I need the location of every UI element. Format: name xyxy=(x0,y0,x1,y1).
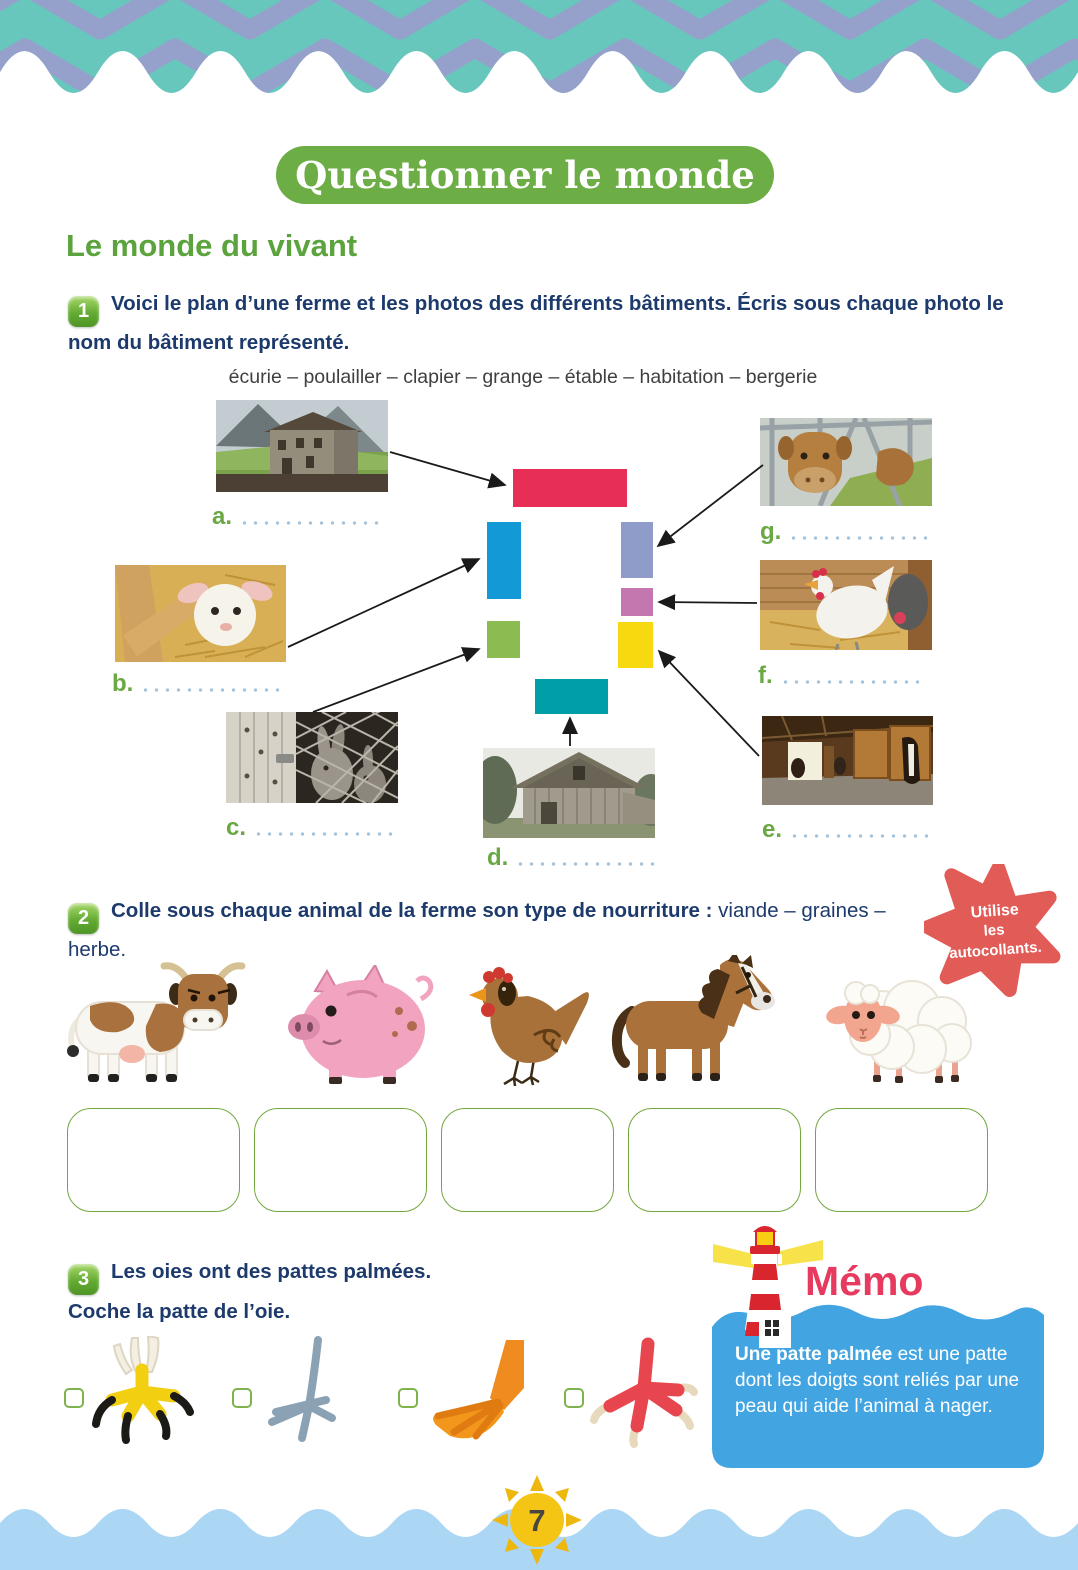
exercise1-word-bank: écurie – poulailler – clapier – grange – étable – habitation – bergerie xyxy=(228,366,818,388)
cow-illustration xyxy=(60,960,260,1090)
memo-box xyxy=(705,1218,1055,1468)
checkbox-chicken-foot[interactable] xyxy=(564,1388,584,1408)
sticker-box-1[interactable] xyxy=(67,1108,240,1212)
sticker-box-3[interactable] xyxy=(441,1108,614,1212)
sticker-boxes-row xyxy=(67,1108,988,1212)
chapter-title: Questionner le monde xyxy=(295,153,755,197)
photo-lamb-in-hay xyxy=(115,565,286,662)
page-number-sun-icon xyxy=(492,1475,582,1565)
photo-old-barn xyxy=(483,748,655,838)
answer-letter-b: b. xyxy=(112,670,134,697)
photo-white-hen xyxy=(760,560,932,650)
checkbox-webbed-foot[interactable] xyxy=(398,1388,418,1408)
photo-horse-stable xyxy=(762,716,933,805)
memo-term: Une patte palmée xyxy=(735,1344,893,1365)
horse-illustration xyxy=(604,955,799,1090)
answer-letter-f: f. xyxy=(758,662,773,689)
plan-block-pink xyxy=(621,588,653,616)
answer-e xyxy=(762,818,931,842)
chapter-banner xyxy=(276,146,774,204)
header-zigzag-band xyxy=(0,0,1078,120)
photo-cows-feeding xyxy=(760,418,932,506)
sticker-box-5[interactable] xyxy=(815,1108,988,1212)
checkbox-wader-foot[interactable] xyxy=(232,1388,252,1408)
plan-block-teal xyxy=(535,679,608,714)
photo-farmhouse xyxy=(216,400,388,492)
chicken-foot-icon xyxy=(584,1336,709,1451)
plan-block-slate xyxy=(621,522,653,578)
webbed-foot-icon xyxy=(418,1336,543,1451)
exercise2-number-badge: 2 xyxy=(68,903,99,934)
memo-text xyxy=(735,1342,1033,1421)
raptor-talon-icon xyxy=(84,1336,202,1451)
sticker-box-4[interactable] xyxy=(628,1108,801,1212)
answer-f xyxy=(758,664,922,688)
animals-row xyxy=(60,952,980,1090)
sheep-illustration xyxy=(810,965,980,1090)
svg-text:Utilise: Utilise xyxy=(970,901,1020,922)
foot-option-4 xyxy=(564,1336,709,1451)
answer-g xyxy=(760,520,930,544)
plan-block-yellow xyxy=(618,622,653,668)
svg-text:autocollants.: autocollants. xyxy=(948,938,1043,963)
exercise2-instruction: Colle sous chaque animal de la ferme son type de nourriture : xyxy=(111,899,713,922)
sticker-box-2[interactable] xyxy=(254,1108,427,1212)
answer-c xyxy=(226,816,395,840)
foot-option-2 xyxy=(232,1336,370,1451)
foot-option-1 xyxy=(64,1336,202,1451)
exercise3-header xyxy=(68,1256,708,1295)
answer-letter-a: a. xyxy=(212,503,233,530)
exercise1-number-badge: 1 xyxy=(68,296,99,327)
answer-letter-c: c. xyxy=(226,814,247,841)
answer-line-c[interactable] xyxy=(253,831,395,837)
exercise3-line2: Coche la patte de l’oie. xyxy=(68,1300,291,1323)
exercise1-instruction: Voici le plan d’une ferme et les photos des différents bâtiments. Écris sous chaque photo le nom du bâtiment représenté. xyxy=(68,292,1004,354)
exercise3-number-badge: 3 xyxy=(68,1264,99,1295)
exercise2-word-choices: viande – graines – herbe. xyxy=(68,899,886,961)
foot-option-3 xyxy=(398,1336,543,1451)
pig-illustration xyxy=(271,965,446,1090)
answer-a xyxy=(212,505,381,529)
answer-b xyxy=(112,672,282,696)
exercise3-line1: Les oies ont des pattes palmées. xyxy=(111,1260,432,1283)
answer-line-f[interactable] xyxy=(780,679,922,685)
memo-definition: est une patte dont les doigts sont reliés par une peau qui aide l’animal à nager. xyxy=(735,1344,1020,1418)
section-title: Le monde du vivant xyxy=(66,228,358,263)
svg-text:les: les xyxy=(983,921,1006,940)
checkbox-raptor-talon[interactable] xyxy=(64,1388,84,1408)
wader-foot-icon xyxy=(252,1336,370,1451)
answer-letter-d: d. xyxy=(487,844,509,871)
answer-d xyxy=(487,846,657,870)
answer-letter-e: e. xyxy=(762,816,783,843)
exercise1-header xyxy=(68,288,1008,360)
plan-block-green xyxy=(487,621,520,658)
answer-line-a[interactable] xyxy=(239,520,381,526)
answer-line-d[interactable] xyxy=(515,861,657,867)
hen-illustration xyxy=(458,965,593,1090)
page-number: 7 xyxy=(528,1503,546,1538)
answer-letter-g: g. xyxy=(760,518,782,545)
answer-line-e[interactable] xyxy=(789,833,931,839)
answer-line-g[interactable] xyxy=(788,535,930,541)
photo-rabbits-in-hutch xyxy=(226,712,398,803)
plan-block-blue xyxy=(487,522,521,599)
memo-title: Mémo xyxy=(805,1258,924,1304)
answer-line-b[interactable] xyxy=(140,687,282,693)
plan-block-red xyxy=(513,469,627,507)
